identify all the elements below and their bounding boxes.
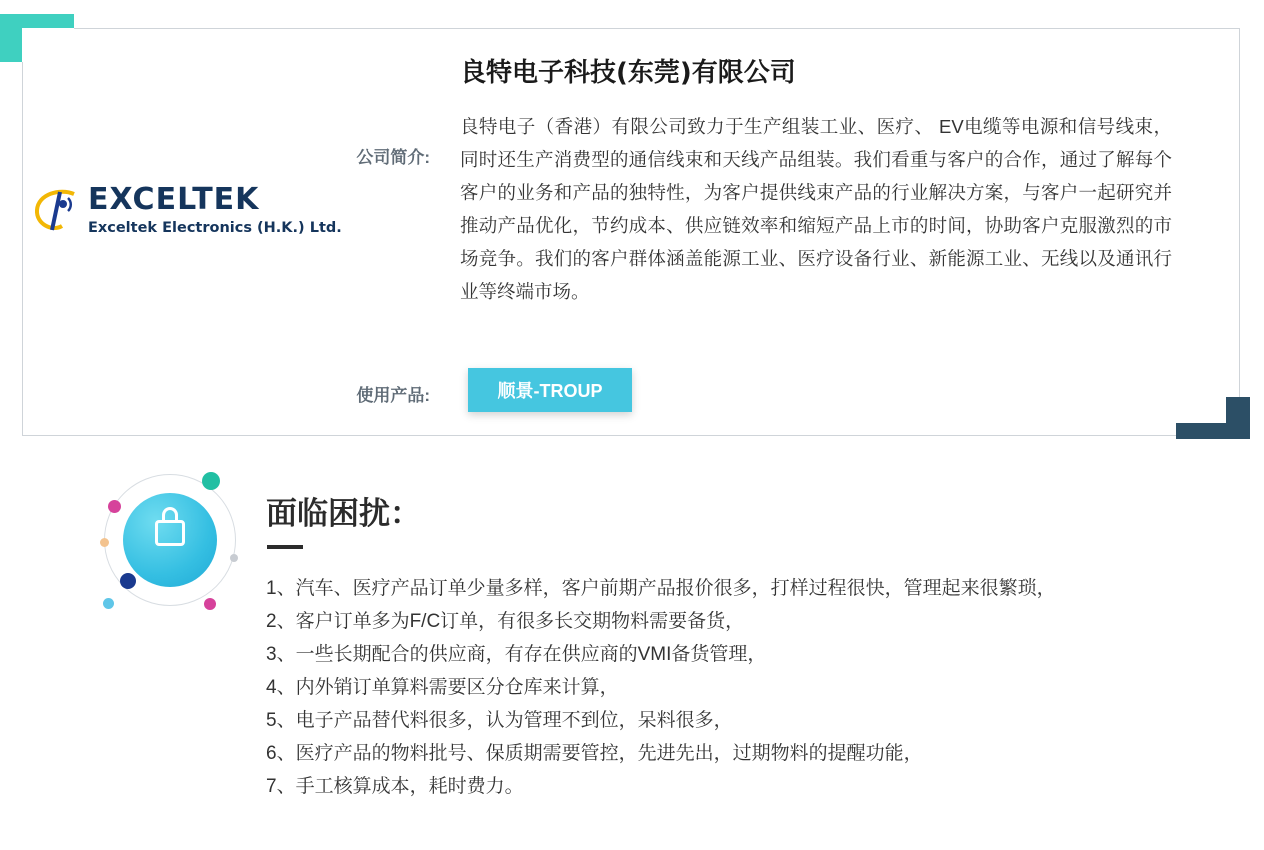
- corner-accent-navy-cutout: [1176, 397, 1226, 423]
- product-label: 使用产品:: [356, 386, 430, 405]
- decor-dot-lightblue: [103, 598, 114, 609]
- company-logo: [30, 155, 390, 265]
- section-title-rule: [267, 545, 303, 549]
- decor-dot-peach: [100, 538, 109, 547]
- intro-label: 公司简介:: [356, 148, 430, 167]
- list-item: 4、内外销订单算料需要区分仓库来计算，: [266, 677, 619, 698]
- decor-dot-magenta: [108, 500, 121, 513]
- issues-section-title: 面临困扰：: [266, 496, 421, 532]
- logo-sub-text: Exceltek Electronics (H.K.) Ltd.: [88, 219, 342, 236]
- list-item: 2、客户订单多为F/C订单，有很多长交期物料需要备货，: [266, 611, 745, 632]
- issues-list: [266, 572, 1172, 803]
- list-item: 1、汽车、医疗产品订单少量多样，客户前期产品报价很多，打样过程很快，管理起来很繁琐，: [266, 578, 1056, 599]
- company-title: 良特电子科技(东莞)有限公司: [460, 58, 796, 88]
- decor-dot-navy: [120, 573, 136, 589]
- lock-icon: [155, 520, 185, 546]
- logo-main-text: EXCELTEK: [88, 181, 260, 217]
- list-item: 6、医疗产品的物料批号、保质期需要管控，先进先出，过期物料的提醒功能，: [266, 743, 923, 764]
- decor-dot-pink: [204, 598, 216, 610]
- corner-accent-teal-cutout: [22, 28, 74, 62]
- list-item: 3、一些长期配合的供应商，有存在供应商的VMI备货管理，: [266, 644, 767, 665]
- intro-text: 良特电子（香港）有限公司致力于生产组装工业、医疗、 EV电缆等电源和信号线束，同时还生产消费型的通信线束和天线产品组装。我们看重与客户的合作，通过了解每个客户的业务和产品的独特性，为客户提供线束产品的行业解决方案，与客户一起研究并推动产品优化，节约成本、供应链效率和缩短产品上市的时间，协助客户克服激烈的市场竞争。我们的客户群体涵盖能源工业、医疗设备行业、新能源工业、无线以及通讯行业等终端市场。: [460, 116, 1172, 302]
- logo-text: [88, 181, 342, 236]
- list-item: 5、电子产品替代料很多，认为管理不到位，呆料很多，: [266, 710, 733, 731]
- exceltek-logo-icon: [30, 184, 82, 236]
- list-item: 7、手工核算成本，耗时费力。: [266, 776, 524, 797]
- decor-dot-teal: [202, 472, 220, 490]
- product-chip[interactable]: 顺景-TROUP: [468, 368, 632, 412]
- lock-badge-graphic: [86, 462, 256, 620]
- decor-dot-grey: [230, 554, 238, 562]
